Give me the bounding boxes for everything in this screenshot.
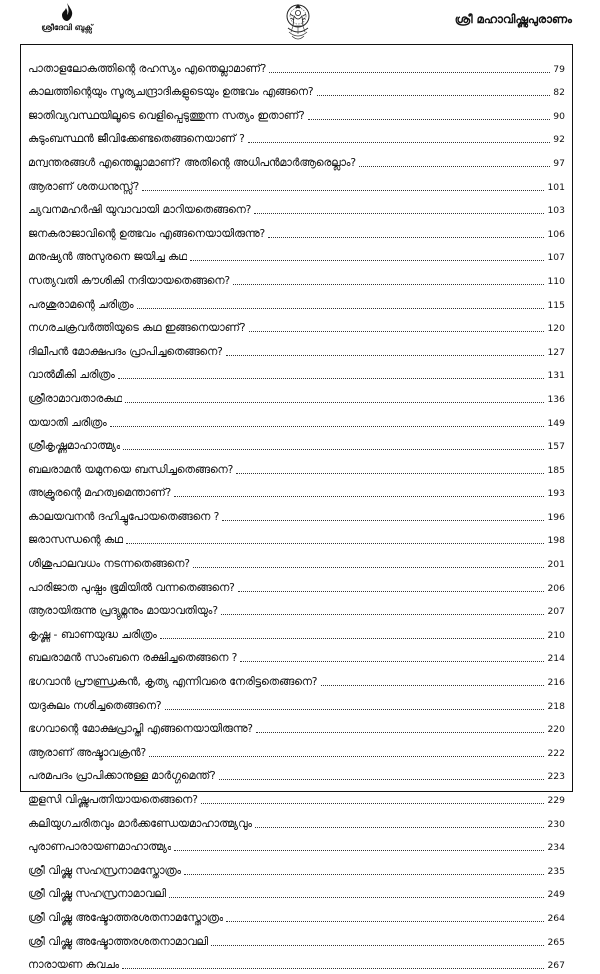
dot-leader (184, 874, 544, 875)
toc-entry (28, 927, 565, 951)
dot-leader (269, 72, 550, 73)
toc-entry-page-number: 267 (547, 960, 565, 972)
toc-entry (28, 148, 565, 172)
toc-entry (28, 573, 565, 597)
toc-entry-title: കൃഷ്ണ - ബാണയുദ്ധ ചരിത്രം (28, 627, 157, 641)
toc-entry-page-number: 157 (547, 441, 565, 453)
table-of-contents (28, 54, 565, 974)
toc-entry-page-number: 265 (547, 936, 565, 948)
dot-leader (236, 473, 544, 474)
toc-entry-page-number: 198 (547, 535, 565, 547)
toc-entry-title: ശ്രീകൃഷ്ണമാഹാത്മ്യം (28, 439, 121, 453)
toc-entry (28, 620, 565, 644)
toc-entry-page-number: 234 (547, 842, 565, 854)
toc-entry-page-number: 235 (547, 865, 565, 877)
dot-leader (226, 355, 545, 356)
dot-leader (149, 756, 544, 757)
toc-entry (28, 196, 565, 220)
toc-entry (28, 785, 565, 809)
toc-entry-title: യദുകുലം നശിച്ചതെങ്ങനെ? (28, 698, 162, 712)
toc-entry-page-number: 120 (547, 323, 565, 335)
dot-leader (122, 968, 544, 969)
toc-entry (28, 54, 565, 78)
dot-leader (308, 119, 551, 120)
dot-leader (174, 850, 544, 851)
toc-entry-title: വാൽമീകി ചരിത്രം (28, 368, 115, 382)
toc-entry-title: ച്യവനമഹർഷി യുവാവായി മാറിയതെങ്ങനെ? (28, 203, 252, 217)
toc-entry-page-number: 149 (547, 417, 565, 429)
toc-entry (28, 361, 565, 385)
toc-entry (28, 337, 565, 361)
toc-entry-title: ശ്രീ വിഷ്ണു സഹസ്രനാമസ്തോത്രം (28, 863, 182, 877)
toc-entry-title: ദിലീപൻ മോക്ഷപദം പ്രാപിച്ചതെങ്ങനെ? (28, 344, 223, 358)
toc-entry (28, 526, 565, 550)
toc-entry-title: തുളസി വിഷ്ണുപത്നിയായതെങ്ങനെ? (28, 793, 198, 806)
dot-leader (233, 284, 544, 285)
toc-entry (28, 644, 565, 668)
toc-entry-page-number: 218 (547, 700, 565, 712)
toc-entry (28, 549, 565, 573)
toc-entry-page-number: 223 (547, 771, 565, 783)
toc-entry-page-number: 264 (547, 912, 565, 924)
toc-entry-title: പരശുരാമന്റെ ചരിത്രം (28, 297, 134, 311)
toc-entry-title: ശ്രീ വിഷ്ണു അഷ്ടോത്തരശതനാമസ്തോത്രം (28, 910, 224, 924)
toc-entry-title: യയാതി ചരിത്രം (28, 415, 107, 429)
toc-entry-title: അക്രൂരന്റെ മഹത്വമെന്താണ്? (28, 486, 172, 500)
toc-entry (28, 432, 565, 456)
toc-entry-title: ശ്രീരാമാവതാരകഥ (28, 391, 123, 405)
toc-entry (28, 78, 565, 102)
toc-entry-title: പരമപദം പ്രാപിക്കാനുള്ള മാർഗ്ഗമെന്ത്? (28, 769, 216, 783)
toc-entry (28, 667, 565, 691)
toc-entry (28, 833, 565, 857)
toc-entry-page-number: 101 (547, 181, 565, 193)
toc-entry-title: ഭഗവാൻ പ്രൗണ്ഡ്രകൻ, കൃത്യ എന്നിവരെ നേരിട്ടതെങ്ങനെ? (28, 675, 318, 689)
toc-entry-page-number: 196 (547, 511, 565, 523)
toc-entry-title: ജരാസന്ധന്റെ കഥ (28, 533, 124, 547)
toc-entry-page-number: 201 (547, 559, 565, 571)
toc-entry-page-number: 216 (547, 677, 565, 689)
toc-entry (28, 408, 565, 432)
toc-entry (28, 880, 565, 904)
dot-leader (321, 685, 545, 686)
toc-entry (28, 125, 565, 149)
toc-entry (28, 738, 565, 762)
toc-entry-page-number: 103 (547, 205, 565, 217)
toc-entry-page-number: 230 (547, 818, 565, 830)
book-title: ശ്രീ മഹാവിഷ്ണുപുരാണം (454, 12, 572, 26)
dot-leader (248, 142, 550, 143)
toc-entry-title: പാതാളലോകത്തിന്റെ രഹസ്യം എന്തെല്ലാമാണ്? (28, 61, 267, 75)
flame-logo-icon (60, 2, 74, 22)
toc-entry (28, 715, 565, 739)
dot-leader (254, 213, 544, 214)
toc-entry-page-number: 131 (547, 370, 565, 382)
toc-entry-page-number: 79 (553, 63, 565, 75)
toc-entry (28, 856, 565, 880)
dot-leader (126, 543, 544, 544)
toc-entry-page-number: 206 (547, 582, 565, 594)
toc-entry-page-number: 222 (547, 747, 565, 759)
toc-entry-title: കാലത്തിന്റെയും സൂര്യചന്ദ്രാദികളുടെയും ഉത്ഭവം എങ്ങനെ? (28, 85, 314, 99)
toc-entry-page-number: 207 (547, 606, 565, 618)
toc-entry (28, 809, 565, 833)
toc-entry-title: സത്യവതി കൗശികി നദിയായതെങ്ങനെ? (28, 273, 231, 287)
toc-entry-title: ജാതിവ്യവസ്ഥയിലൂടെ വെളിപ്പെടുത്തുന്ന സത്യം ഇതാണ്? (28, 108, 305, 122)
toc-entry (28, 479, 565, 503)
dot-leader (190, 260, 544, 261)
dot-leader (123, 449, 544, 450)
toc-entry-title: പാരിജാത പുഷ്പം ഭൂമിയിൽ വന്നതെങ്ങനെ? (28, 580, 235, 594)
publisher-name: ശ്രീദേവി ബുക്സ് (41, 23, 93, 32)
toc-entry (28, 502, 565, 526)
toc-entry (28, 172, 565, 196)
toc-entry-title: ബലരാമൻ സാംബനെ രക്ഷിച്ചതെങ്ങനെ ? (28, 651, 238, 665)
toc-entry-page-number: 220 (547, 724, 565, 736)
toc-entry (28, 101, 565, 125)
dot-leader (249, 331, 545, 332)
dot-leader (268, 237, 544, 238)
toc-entry-page-number: 185 (547, 464, 565, 476)
dot-leader (238, 591, 545, 592)
toc-entry (28, 597, 565, 621)
toc-entry (28, 243, 565, 267)
toc-entry-title: മനുഷ്യൻ അസുരനെ ജയിച്ച കഥ (28, 250, 188, 264)
toc-entry (28, 455, 565, 479)
toc-entry-title: ആരാണ് അഷ്ടാവക്രൻ? (28, 745, 147, 759)
dot-leader (255, 827, 544, 828)
toc-entry (28, 384, 565, 408)
dot-leader (165, 709, 545, 710)
toc-entry-title: ആരാണ് ശതധനുസ്സ്? (28, 179, 140, 193)
deity-emblem-icon (283, 2, 313, 44)
dot-leader (222, 520, 544, 521)
page-header (0, 0, 600, 46)
toc-entry-page-number: 92 (553, 134, 565, 146)
toc-entry-page-number: 90 (553, 110, 565, 122)
toc-entry (28, 903, 565, 927)
toc-entry-page-number: 107 (547, 252, 565, 264)
toc-entry-title: ഭഗവാന്റെ മോക്ഷപ്രാപ്തി എങ്ങനെയായിരുന്നു? (28, 722, 254, 736)
dot-leader (118, 378, 545, 379)
dot-leader (142, 190, 544, 191)
dot-leader (219, 779, 545, 780)
toc-entry (28, 290, 565, 314)
dot-leader (110, 426, 545, 427)
dot-leader (256, 732, 544, 733)
toc-entry-page-number: 210 (547, 629, 565, 641)
toc-entry (28, 314, 565, 338)
dot-leader (226, 921, 544, 922)
dot-leader (169, 897, 545, 898)
dot-leader (193, 567, 544, 568)
dot-leader (221, 614, 544, 615)
dot-leader (240, 661, 544, 662)
toc-entry-title: ജനകരാജാവിന്റെ ഉത്ഭവം എങ്ങനെയായിരുന്നു? (28, 226, 266, 240)
toc-entry-title: പുരാണപാരായണമാഹാത്മ്യം (28, 840, 172, 854)
toc-entry-page-number: 115 (547, 299, 565, 311)
toc-entry-title: ശിശുപാലവധം നടന്നതെങ്ങനെ? (28, 557, 190, 571)
toc-entry-page-number: 136 (547, 393, 565, 405)
dot-leader (174, 496, 544, 497)
toc-entry-page-number: 193 (547, 488, 565, 500)
toc-entry-page-number: 127 (547, 346, 565, 358)
toc-entry-page-number: 82 (553, 87, 565, 99)
dot-leader (211, 945, 544, 946)
toc-entry-page-number: 229 (547, 795, 565, 806)
dot-leader (359, 166, 550, 167)
toc-entry-page-number: 97 (553, 157, 565, 169)
toc-entry-title: കാലയവനൻ ദഹിച്ചുപോയതെങ്ങനെ ? (28, 509, 220, 523)
toc-entry (28, 762, 565, 786)
publisher-logo-block (22, 2, 112, 33)
toc-entry-page-number: 106 (547, 228, 565, 240)
dot-leader (160, 638, 545, 639)
toc-entry (28, 219, 565, 243)
toc-entry-title: ശ്രീ വിഷ്ണു അഷ്ടോത്തരശതനാമാവലി (28, 934, 209, 948)
toc-entry-title: നഗരചക്രവർത്തിയുടെ കഥ ഇങ്ങനെയാണ്? (28, 321, 246, 335)
dot-leader (201, 803, 545, 804)
toc-entry (28, 266, 565, 290)
toc-entry-title: ആരായിരുന്നു പ്രദ്യുമ്നനും മായാവതിയും? (28, 604, 219, 618)
toc-entry-title: കലിയുഗചരിതവും മാർക്കണ്ഡേയമാഹാത്മ്യവും (28, 816, 252, 830)
dot-leader (137, 308, 545, 309)
toc-entry-title: മന്വന്തരങ്ങൾ എന്തെല്ലാമാണ്? അതിന്റെ അധിപൻമാർആരെല്ലാം? (28, 155, 357, 169)
toc-entry-title: ബലരാമൻ യമുനയെ ബന്ധിച്ചതെങ്ങനെ? (28, 462, 234, 476)
toc-entry-page-number: 110 (547, 275, 565, 287)
toc-entry-page-number: 214 (547, 653, 565, 665)
toc-entry-title: കുടുംബസ്ഥൻ ജീവിക്കേണ്ടതെങ്ങനെയാണ് ? (28, 132, 245, 146)
toc-entry (28, 691, 565, 715)
toc-entry-title: ശ്രീ വിഷ്ണു സഹസ്രനാമാവലി (28, 887, 166, 901)
toc-entry-page-number: 249 (547, 889, 565, 901)
dot-leader (125, 402, 544, 403)
toc-entry-title: നാരായണ കവചം (28, 958, 120, 972)
toc-entry (28, 951, 565, 974)
dot-leader (317, 95, 551, 96)
